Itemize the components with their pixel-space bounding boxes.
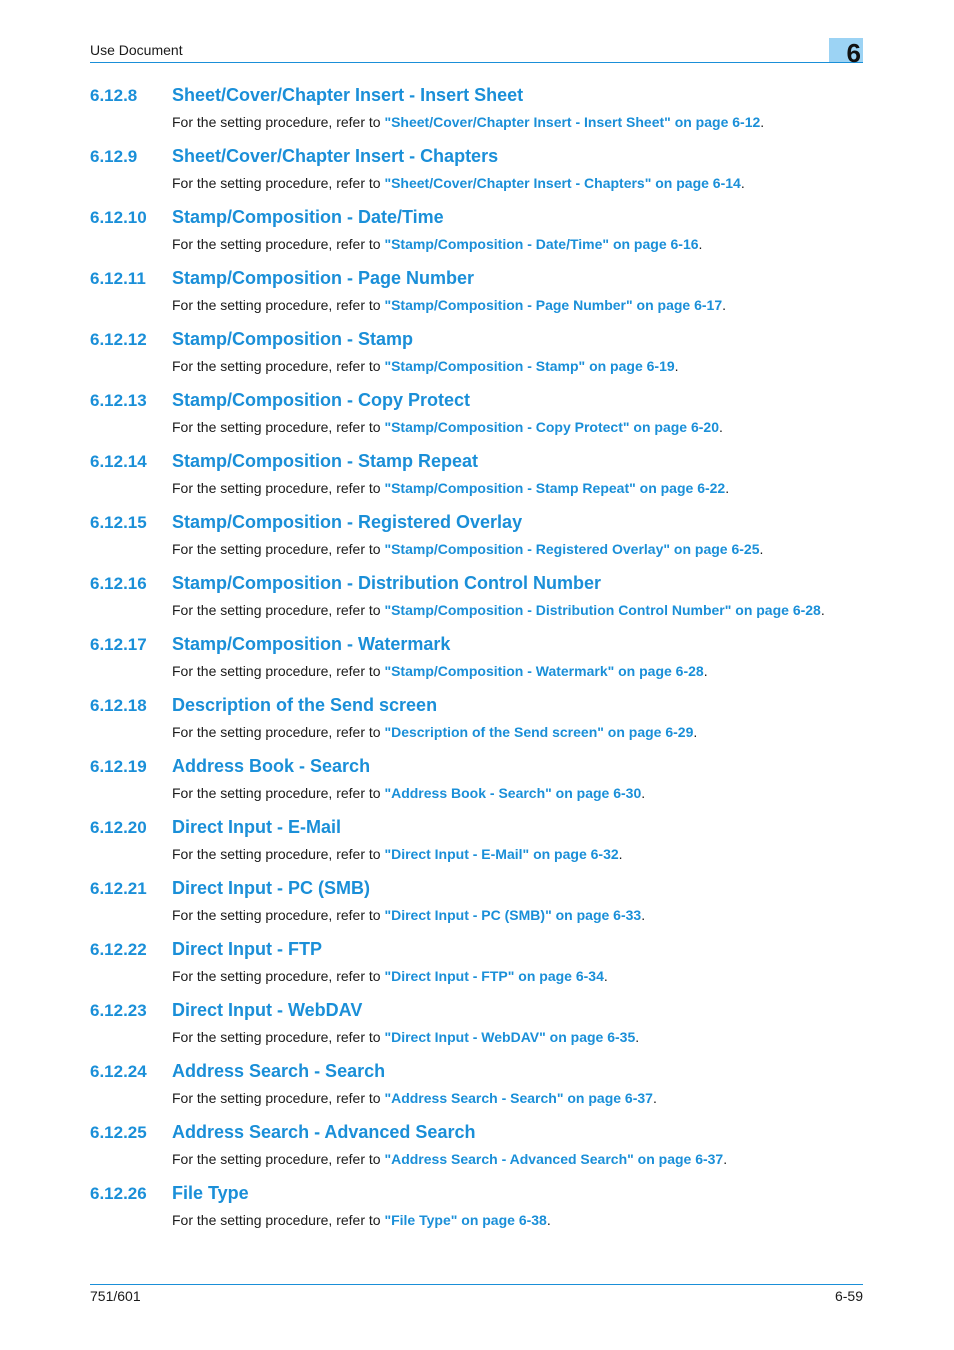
section-body — [172, 907, 645, 923]
section-number: 6.12.10 — [90, 208, 147, 227]
body-prefix-text: For the setting procedure, refer to — [172, 1029, 385, 1045]
body-prefix-text: For the setting procedure, refer to — [172, 907, 385, 923]
section-body — [172, 175, 745, 191]
section-body — [172, 1029, 639, 1045]
section-item — [90, 267, 870, 328]
section-heading: Stamp/Composition - Stamp Repeat — [172, 451, 479, 471]
body-prefix-text: For the setting procedure, refer to — [172, 602, 385, 618]
page-footer — [90, 1284, 863, 1304]
section-heading: Address Search - Advanced Search — [172, 1122, 476, 1142]
section-heading: Address Book - Search — [172, 756, 371, 776]
section-body — [172, 1212, 551, 1228]
section-item — [90, 694, 870, 755]
section-body — [172, 541, 763, 557]
cross-reference-link[interactable]: "Address Book - Search" on page 6-30 — [384, 785, 642, 801]
sentence-period: . — [820, 602, 825, 618]
sentence-period: . — [618, 846, 623, 862]
section-number: 6.12.9 — [90, 147, 138, 166]
cross-reference-link[interactable]: "Stamp/Composition - Stamp Repeat" on page 6-22 — [384, 480, 726, 496]
section-heading: Stamp/Composition - Watermark — [172, 634, 451, 654]
section-heading: Sheet/Cover/Chapter Insert - Insert Sheet — [172, 85, 524, 105]
sentence-period: . — [546, 1212, 551, 1228]
sentence-period: . — [635, 1029, 640, 1045]
section-number: 6.12.12 — [90, 330, 147, 349]
section-item — [90, 877, 870, 938]
sentence-period: . — [641, 907, 646, 923]
cross-reference-link[interactable]: "Stamp/Composition - Distribution Control Number" on page 6-28 — [384, 602, 821, 618]
page-header — [90, 38, 863, 68]
body-prefix-text: For the setting procedure, refer to — [172, 358, 385, 374]
section-heading: Sheet/Cover/Chapter Insert - Chapters — [172, 146, 499, 166]
section-heading: Stamp/Composition - Page Number — [172, 268, 475, 288]
section-number: 6.12.16 — [90, 574, 147, 593]
section-item — [90, 389, 870, 450]
body-prefix-text: For the setting procedure, refer to — [172, 663, 385, 679]
cross-reference-link[interactable]: "Direct Input - PC (SMB)" on page 6-33 — [384, 907, 642, 923]
body-prefix-text: For the setting procedure, refer to — [172, 846, 385, 862]
cross-reference-link[interactable]: "Direct Input - E-Mail" on page 6-32 — [384, 846, 619, 862]
cross-reference-link[interactable]: "Stamp/Composition - Date/Time" on page 6-16 — [384, 236, 699, 252]
section-number: 6.12.18 — [90, 696, 147, 715]
section-item — [90, 816, 870, 877]
footer-model: 751/601 — [90, 1288, 141, 1304]
section-item — [90, 84, 870, 145]
cross-reference-link[interactable]: "Stamp/Composition - Page Number" on page 6-17 — [384, 297, 723, 313]
section-number: 6.12.22 — [90, 940, 147, 959]
sentence-period: . — [718, 419, 723, 435]
body-prefix-text: For the setting procedure, refer to — [172, 541, 385, 557]
section-number: 6.12.20 — [90, 818, 147, 837]
cross-reference-link[interactable]: "Stamp/Composition - Copy Protect" on page 6-20 — [384, 419, 719, 435]
cross-reference-link[interactable]: "File Type" on page 6-38 — [384, 1212, 547, 1228]
section-item — [90, 1060, 870, 1121]
body-prefix-text: For the setting procedure, refer to — [172, 480, 385, 496]
sentence-period: . — [652, 1090, 657, 1106]
section-item — [90, 999, 870, 1060]
body-prefix-text: For the setting procedure, refer to — [172, 175, 385, 191]
section-body — [172, 480, 729, 496]
section-body — [172, 1151, 727, 1167]
section-item — [90, 328, 870, 389]
cross-reference-link[interactable]: "Sheet/Cover/Chapter Insert - Chapters" on page 6-14 — [384, 175, 741, 191]
cross-reference-link[interactable]: "Sheet/Cover/Chapter Insert - Insert Sheet" on page 6-12 — [384, 114, 761, 130]
section-body — [172, 663, 708, 679]
section-body — [172, 358, 679, 374]
section-heading: Address Search - Search — [172, 1061, 386, 1081]
section-number: 6.12.24 — [90, 1062, 147, 1081]
section-item — [90, 206, 870, 267]
section-heading: Stamp/Composition - Distribution Control Number — [172, 573, 601, 593]
body-prefix-text: For the setting procedure, refer to — [172, 114, 385, 130]
section-number: 6.12.26 — [90, 1184, 147, 1203]
sentence-period: . — [725, 480, 730, 496]
sentence-period: . — [641, 785, 646, 801]
section-item — [90, 1121, 870, 1182]
section-body — [172, 785, 645, 801]
section-body — [172, 419, 723, 435]
body-prefix-text: For the setting procedure, refer to — [172, 419, 385, 435]
section-body — [172, 297, 726, 313]
body-prefix-text: For the setting procedure, refer to — [172, 236, 385, 252]
section-heading: Direct Input - FTP — [172, 939, 322, 959]
section-body — [172, 846, 623, 862]
sentence-period: . — [723, 1151, 728, 1167]
sentence-period: . — [740, 175, 745, 191]
sentence-period: . — [674, 358, 679, 374]
section-item — [90, 450, 870, 511]
section-heading: Stamp/Composition - Registered Overlay — [172, 512, 523, 532]
section-number: 6.12.19 — [90, 757, 147, 776]
cross-reference-link[interactable]: "Description of the Send screen" on page 6-29 — [384, 724, 694, 740]
section-heading: Direct Input - PC (SMB) — [172, 878, 370, 898]
sentence-period: . — [703, 663, 708, 679]
body-prefix-text: For the setting procedure, refer to — [172, 968, 385, 984]
section-item — [90, 1182, 870, 1243]
section-item — [90, 938, 870, 999]
cross-reference-link[interactable]: "Address Search - Search" on page 6-37 — [384, 1090, 653, 1106]
cross-reference-link[interactable]: "Address Search - Advanced Search" on page 6-37 — [384, 1151, 724, 1167]
section-body — [172, 602, 825, 618]
body-prefix-text: For the setting procedure, refer to — [172, 1090, 385, 1106]
cross-reference-link[interactable]: "Direct Input - WebDAV" on page 6-35 — [384, 1029, 636, 1045]
footer-page-number: 6-59 — [834, 1288, 863, 1304]
section-heading: Description of the Send screen — [172, 695, 438, 715]
sentence-period: . — [698, 236, 703, 252]
section-item — [90, 145, 870, 206]
section-body — [172, 236, 702, 252]
chapter-number-badge: 6 — [829, 38, 863, 62]
cross-reference-link[interactable]: "Direct Input - FTP" on page 6-34 — [384, 968, 604, 984]
section-item — [90, 633, 870, 694]
body-prefix-text: For the setting procedure, refer to — [172, 297, 385, 313]
section-number: 6.12.17 — [90, 635, 147, 654]
body-prefix-text: For the setting procedure, refer to — [172, 724, 385, 740]
section-body — [172, 968, 608, 984]
section-number: 6.12.14 — [90, 452, 147, 471]
section-heading: Direct Input - E-Mail — [172, 817, 342, 837]
section-number: 6.12.25 — [90, 1123, 147, 1142]
sentence-period: . — [759, 541, 764, 557]
header-title: Use Document — [90, 42, 183, 58]
cross-reference-link[interactable]: "Stamp/Composition - Watermark" on page 6-28 — [384, 663, 704, 679]
section-item — [90, 572, 870, 633]
section-heading: Stamp/Composition - Stamp — [172, 329, 414, 349]
sentence-period: . — [693, 724, 698, 740]
cross-reference-link[interactable]: "Stamp/Composition - Registered Overlay" on page 6-25 — [384, 541, 760, 557]
sentence-period: . — [603, 968, 608, 984]
section-list — [90, 84, 870, 1243]
section-body — [172, 724, 697, 740]
section-item — [90, 755, 870, 816]
section-number: 6.12.21 — [90, 879, 147, 898]
sentence-period: . — [722, 297, 726, 313]
section-body — [172, 114, 764, 130]
section-number: 6.12.23 — [90, 1001, 147, 1020]
section-heading: Stamp/Composition - Copy Protect — [172, 390, 471, 410]
section-number: 6.12.15 — [90, 513, 147, 532]
sentence-period: . — [760, 114, 765, 130]
body-prefix-text: For the setting procedure, refer to — [172, 785, 385, 801]
section-heading: Direct Input - WebDAV — [172, 1000, 363, 1020]
section-number: 6.12.11 — [90, 269, 146, 288]
section-item — [90, 511, 870, 572]
body-prefix-text: For the setting procedure, refer to — [172, 1151, 385, 1167]
section-number: 6.12.13 — [90, 391, 147, 410]
section-heading: Stamp/Composition - Date/Time — [172, 207, 444, 227]
section-body — [172, 1090, 657, 1106]
body-prefix-text: For the setting procedure, refer to — [172, 1212, 385, 1228]
cross-reference-link[interactable]: "Stamp/Composition - Stamp" on page 6-19 — [384, 358, 675, 374]
section-number: 6.12.8 — [90, 86, 138, 105]
section-heading: File Type — [172, 1183, 249, 1203]
